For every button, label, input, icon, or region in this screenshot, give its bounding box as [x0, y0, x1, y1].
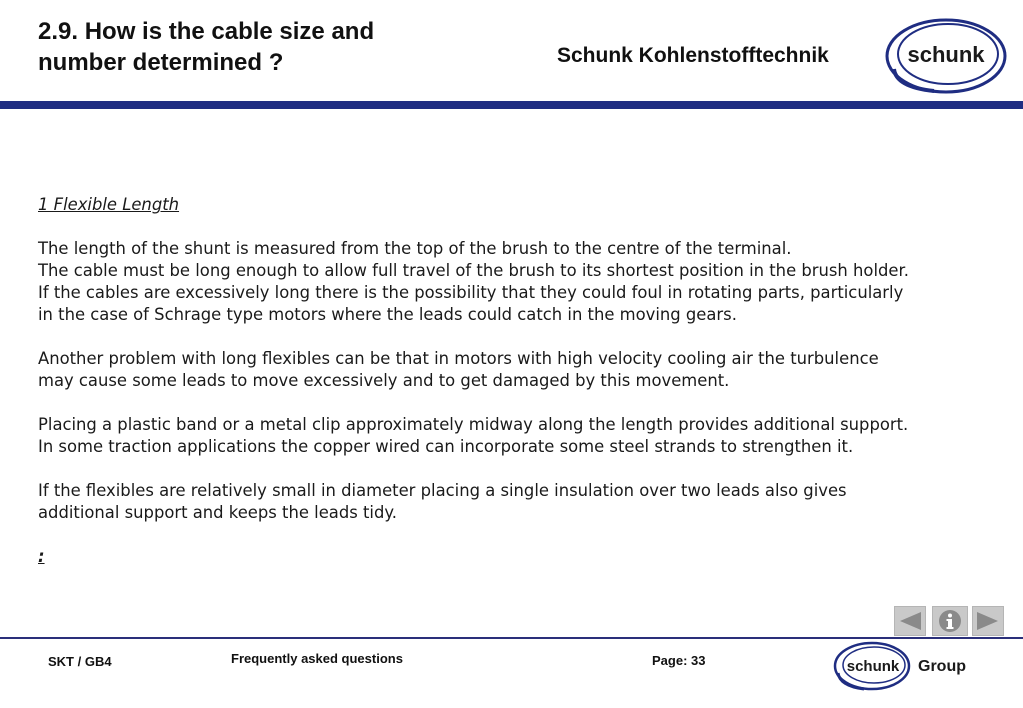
section-heading: 1 Flexible Length	[38, 195, 180, 214]
logo-group-text: Group	[918, 658, 966, 675]
text-line: If the flexibles are relatively small in diameter placing a single insulation over two leads also gives	[38, 481, 847, 500]
title-line-1: 2.9. How is the cable size and	[38, 18, 375, 45]
paragraph-2	[38, 348, 1008, 392]
text-line: If the cables are excessively long there is the possibility that they could foul in rotating parts, particularly	[38, 283, 904, 302]
company-name: Schunk Kohlenstofftechnik	[557, 44, 829, 67]
footer-department: SKT / GB4	[48, 654, 112, 669]
text-line: Another problem with long flexibles can be that in motors with high velocity cooling air the turbulence	[38, 349, 879, 368]
paragraph-3	[38, 414, 1008, 458]
triangle-right-icon	[975, 610, 1001, 632]
header-divider	[0, 101, 1023, 109]
trailing-colon: :	[38, 547, 45, 566]
text-line: in the case of Schrage type motors where the leads could catch in the moving gears.	[38, 305, 737, 324]
logo-text: schunk	[846, 658, 900, 675]
info-button[interactable]	[932, 606, 968, 636]
info-icon	[937, 608, 963, 634]
footer-section-title: Frequently asked questions	[231, 651, 403, 666]
text-line: may cause some leads to move excessively and to get damaged by this movement.	[38, 371, 730, 390]
triangle-left-icon	[897, 610, 923, 632]
text-line: additional support and keeps the leads tidy.	[38, 503, 397, 522]
text-line: The cable must be long enough to allow full travel of the brush to its shortest position in the brush holder.	[38, 261, 909, 280]
previous-page-button[interactable]	[894, 606, 926, 636]
paragraph-4	[38, 480, 1008, 524]
page-number: Page: 33	[652, 653, 706, 668]
page-title	[38, 16, 458, 78]
paragraph-1	[38, 238, 1008, 326]
footer-divider	[0, 637, 1023, 639]
body-content	[38, 194, 1008, 590]
text-line: In some traction applications the copper wired can incorporate some steel strands to strengthen it.	[38, 437, 854, 456]
text-line: Placing a plastic band or a metal clip approximately midway along the length provides additional support.	[38, 415, 909, 434]
schunk-logo	[884, 17, 1008, 95]
text-line: The length of the shunt is measured from the top of the brush to the centre of the terminal.	[38, 239, 792, 258]
next-page-button[interactable]	[972, 606, 1004, 636]
schunk-group-logo	[832, 640, 982, 692]
title-line-2: number determined ?	[38, 49, 284, 76]
logo-text: schunk	[907, 42, 985, 67]
